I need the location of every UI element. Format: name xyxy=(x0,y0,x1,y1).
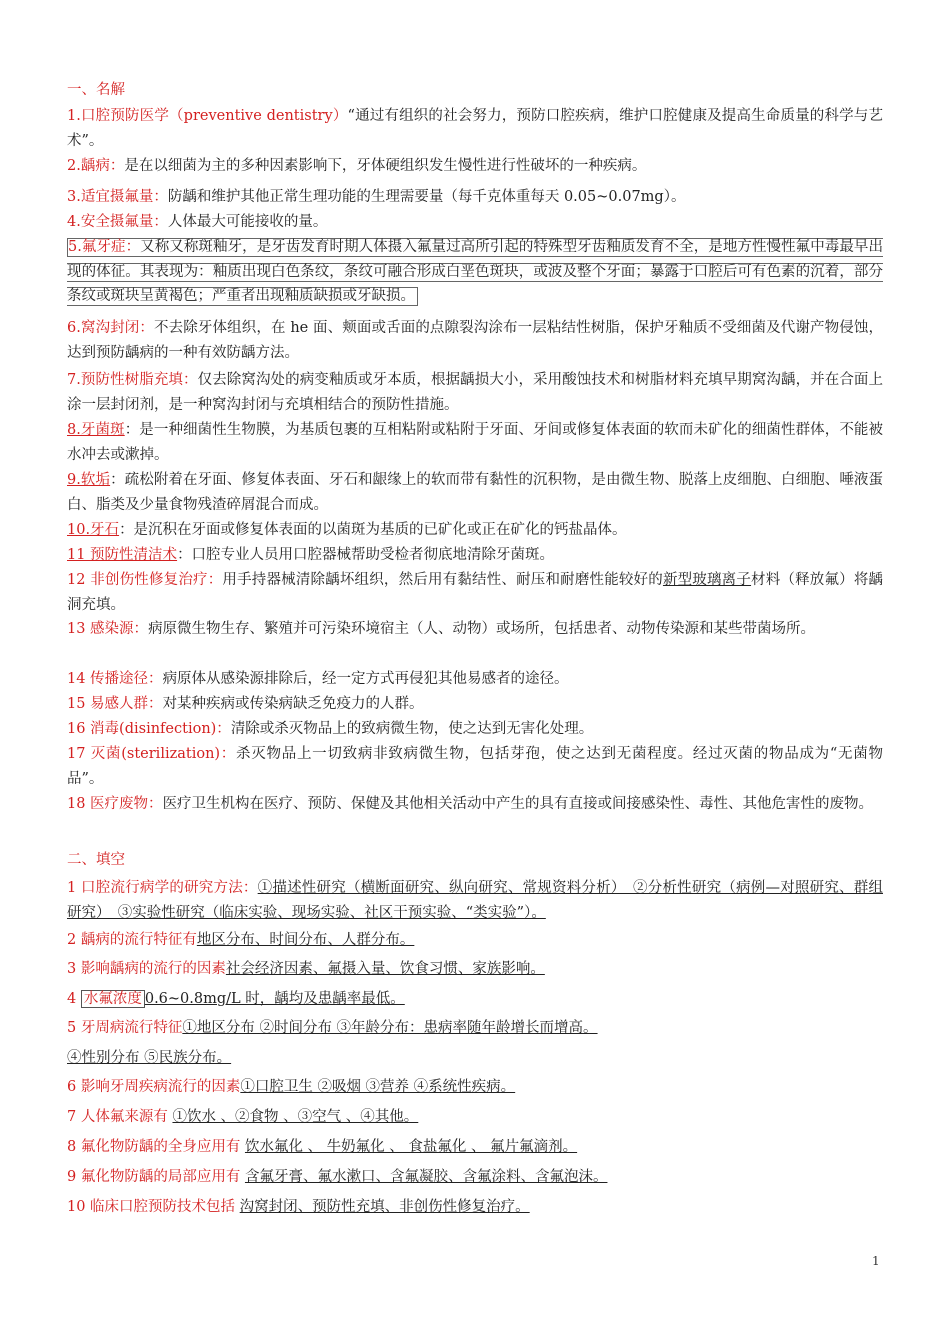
fill-item xyxy=(67,1195,883,1220)
fill-answer: 沟窝封闭、预防性充填、非创伤性修复治疗。 xyxy=(239,1199,530,1215)
definition-term: 2.龋病： xyxy=(67,158,125,174)
fill-item-continued xyxy=(67,1046,883,1071)
definition-item xyxy=(67,543,883,568)
highlight-box xyxy=(67,238,883,306)
definition-body: 病原微生物生存、繁殖并可污染环境宿主（人、动物）或场所，包括患者、动物传染源和某些带菌场所。 xyxy=(148,621,816,637)
definition-body: 不去除牙体组织，在 he 面、颊面或舌面的点隙裂沟涂布一层粘结性树脂，保护牙釉质不受细菌及代谢产物侵蚀，达到预防龋病的一种有效防龋方法。 xyxy=(67,320,883,361)
definition-body: 医疗卫生机构在医疗、预防、保健及其他相关活动中产生的具有直接或间接感染性、毒性、其他危害性的废物。 xyxy=(162,796,874,812)
definition-body-cont: 材料（释放氟）将龋洞充填。 xyxy=(67,572,884,613)
definition-item xyxy=(67,185,883,210)
definition-body: 用手持器械清除龋坏组织，然后用有黏结性、耐压和耐磨性能较好的 xyxy=(222,572,663,588)
definition-term: 1.口腔预防医学（preventive dentistry） xyxy=(67,108,348,124)
section-title-fill-in: 二、填空 xyxy=(67,852,125,868)
definition-item xyxy=(67,418,883,467)
definition-term: 4.安全摄氟量： xyxy=(67,214,168,230)
definition-body: 防龋和维护其他正常生理功能的生理需要量（每千克体重每天 0.05~0.07mg）。 xyxy=(167,189,686,205)
definition-term: 15 易感人群： xyxy=(67,696,163,712)
definition-term: 13 感染源： xyxy=(67,621,149,637)
definition-term: 5.氟牙症： xyxy=(68,239,141,255)
definition-body: “通过有组织的社会努力，预防口腔疾病，维护口腔健康及提高生命质量的科学与艺术”。 xyxy=(67,108,883,149)
fill-term: 10 临床口腔预防技术包括 xyxy=(67,1199,236,1215)
fill-term: 3 影响龋病的流行的因素 xyxy=(67,961,226,977)
fill-item xyxy=(67,957,883,982)
fill-term: 5 牙周病流行特征 xyxy=(67,1020,183,1036)
definition-term: 12 非创伤性修复治疗： xyxy=(67,572,223,588)
definition-term: 9.软垢 xyxy=(67,472,111,488)
fill-item xyxy=(67,928,883,953)
definition-item xyxy=(67,568,883,617)
definition-body: ：疏松附着在牙面、修复体表面、牙石和龈缘上的软而带有黏性的沉积物，是由微生物、脱落上皮细胞、白细胞、唾液蛋白、脂类及少量食物残渣碎屑混合而成。 xyxy=(67,472,883,513)
fill-answer: 饮水氟化 、 牛奶氟化 、 食盐氟化 、 氟片氟滴剂。 xyxy=(244,1139,578,1155)
fill-answer: ①饮水 、②食物 、③空气 、④其他。 xyxy=(172,1109,419,1125)
fill-item xyxy=(67,1075,883,1100)
definition-underlined: 新型玻璃离子 xyxy=(662,572,752,588)
definition-term: 16 消毒(disinfection)： xyxy=(67,721,231,737)
definition-term: 17 灭菌(sterilization)： xyxy=(67,746,237,762)
fill-item xyxy=(67,987,883,1012)
definition-term: 7.预防性树脂充填： xyxy=(67,372,198,388)
definition-body: 病原体从感染源排除后，经一定方式再侵犯其他易感者的途径。 xyxy=(162,671,569,687)
definition-body: 仅去除窝沟处的病变釉质或牙本质，根据龋损大小，采用酸蚀技术和树脂材料充填早期窝沟龋，并在合面上涂一层封闭剂，是一种窝沟封闭与充填相结合的预防性措施。 xyxy=(67,372,883,413)
boxed-term: 水氟浓度 xyxy=(81,990,145,1008)
definition-item xyxy=(67,692,883,717)
definition-item xyxy=(67,104,883,153)
definition-term: 11 预防性清洁术 xyxy=(67,547,178,563)
definition-item xyxy=(67,667,883,692)
definition-item xyxy=(67,792,883,817)
definition-body: 人体最大可能接收的量。 xyxy=(167,214,328,230)
section-title-definitions: 一、名解 xyxy=(67,82,125,98)
fill-term: 8 氟化物防龋的全身应用有 xyxy=(67,1139,241,1155)
fill-answer: 地区分布、时间分布、人群分布。 xyxy=(196,932,415,948)
fill-term: 2 龋病的流行特征有 xyxy=(67,932,197,948)
definition-item xyxy=(67,742,883,791)
fill-term: 1 口腔流行病学的研究方法： xyxy=(67,880,258,896)
definition-term: 8.牙菌斑 xyxy=(67,422,125,438)
definition-item xyxy=(67,235,883,309)
fill-answer: 0.6~0.8mg/L 时，龋均及患龋率最低。 xyxy=(144,991,405,1007)
fill-term: 7 人体氟来源有 xyxy=(67,1109,168,1125)
fill-term: 6 影响牙周疾病流行的因素 xyxy=(67,1079,241,1095)
fill-answer: ①描述性研究（横断面研究、纵向研究、常规资料分析） ②分析性研究（病例—对照研究、群组研究） ③实验性研究（临床实验、现场实验、社区干预实验、“类实验”）。 xyxy=(67,880,883,921)
definition-item xyxy=(67,518,883,543)
definition-body: 对某种疾病或传染病缺乏免疫力的人群。 xyxy=(162,696,424,712)
definition-item xyxy=(67,468,883,517)
definition-term: 3.适宜摄氟量： xyxy=(67,189,168,205)
definition-item xyxy=(67,717,883,742)
definition-body: ：口腔专业人员用口腔器械帮助受检者彻底地清除牙菌斑。 xyxy=(177,547,555,563)
fill-term: 4 xyxy=(67,991,77,1007)
definition-term: 14 传播途径： xyxy=(67,671,163,687)
definition-term: 10.牙石 xyxy=(67,522,120,538)
definition-item xyxy=(67,154,883,179)
definition-body: ：是沉积在牙面或修复体表面的以菌斑为基质的已矿化或正在矿化的钙盐晶体。 xyxy=(119,522,627,538)
definition-term: 18 医疗废物： xyxy=(67,796,163,812)
fill-term: 9 氟化物防龋的局部应用有 xyxy=(67,1169,241,1185)
fill-item xyxy=(67,1016,883,1041)
definition-body: ：是一种细菌性生物膜，为基质包裹的互相粘附或粘附于牙面、牙间或修复体表面的软而未矿化的细菌性群体，不能被水冲去或漱掉。 xyxy=(67,422,884,463)
definition-body: 又称又称斑釉牙，是牙齿发育时期人体摄入氟量过高所引起的特殊型牙齿釉质发育不全，是地方性慢性氟中毒最早出现的体征。其表现为：釉质出现白色条纹，条纹可融合形成白垩色斑块，或波及整个牙面；暴露于口腔后可有色素的沉着，部分条纹或斑块呈黄褐色；严重者出现釉质缺损或牙缺损。 xyxy=(67,239,883,304)
definition-body: 是在以细菌为主的多种因素影响下，牙体硬组织发生慢性进行性破坏的一种疾病。 xyxy=(124,158,647,174)
fill-answer: ①口腔卫生 ②吸烟 ③营养 ④系统性疾病。 xyxy=(240,1079,516,1095)
definition-item xyxy=(67,617,883,642)
definition-item xyxy=(67,316,883,365)
fill-answer: ①地区分布 ②时间分布 ③年龄分布：患病率随年龄增长而增高。 xyxy=(182,1020,598,1036)
definition-body: 清除或杀灭物品上的致病微生物，使之达到无害化处理。 xyxy=(230,721,594,737)
definition-item xyxy=(67,210,883,235)
definition-body: 杀灭物品上一切致病非致病微生物，包括芽孢，使之达到无菌程度。经过灭菌的物品成为“无菌物品”。 xyxy=(67,746,883,787)
fill-answer: 社会经济因素、氟摄入量、饮食习惯、家族影响。 xyxy=(225,961,545,977)
fill-item xyxy=(67,1165,883,1190)
fill-item xyxy=(67,1105,883,1130)
fill-answer: ④性别分布 ⑤民族分布。 xyxy=(67,1050,232,1066)
fill-item xyxy=(67,876,883,925)
fill-answer: 含氟牙膏、氟水漱口、含氟凝胶、含氟涂料、含氟泡沫。 xyxy=(244,1169,608,1185)
definition-item xyxy=(67,368,883,417)
page-number: 1 xyxy=(872,1254,880,1268)
definition-term: 6.窝沟封闭： xyxy=(67,320,155,336)
fill-item xyxy=(67,1135,883,1160)
